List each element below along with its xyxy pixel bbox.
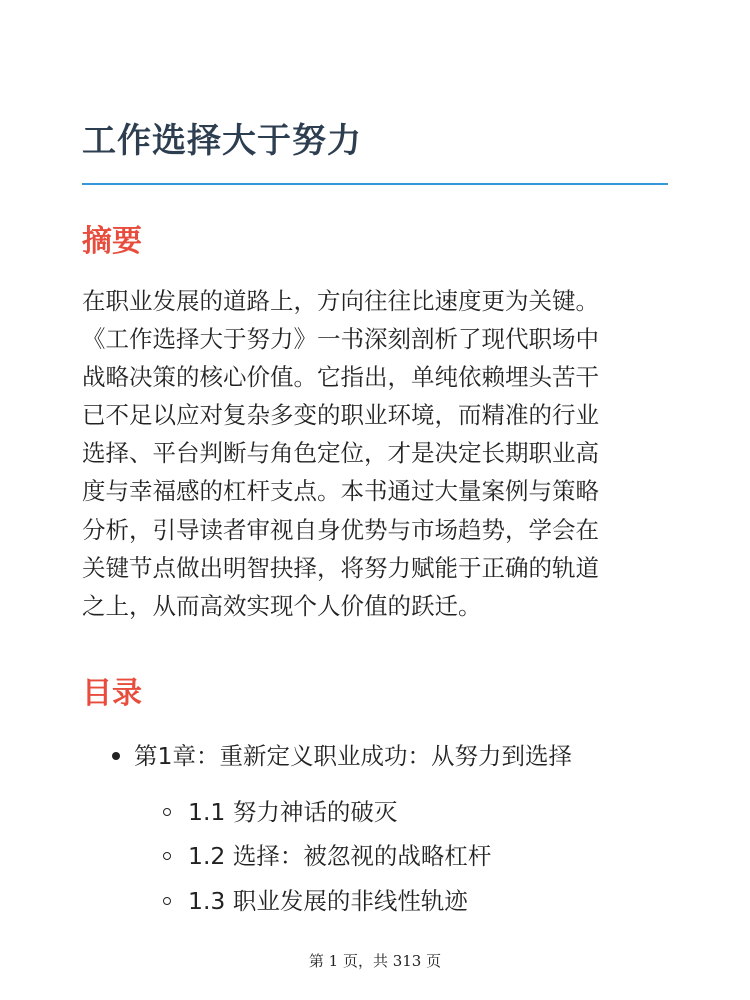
- bullet-circle-icon: [163, 852, 171, 860]
- toc-chapter-1[interactable]: 第1章：重新定义职业成功：从努力到选择: [134, 742, 572, 770]
- bullet-circle-icon: [163, 808, 171, 816]
- toc-heading: 目录: [82, 676, 142, 711]
- summary-line: 在职业发展的道路上，方向往往比速度更为关键。: [82, 287, 599, 315]
- summary-line: 战略决策的核心价值。它指出，单纯依赖埋头苦干: [82, 363, 599, 392]
- bullet-disc-icon: [112, 752, 120, 760]
- summary-line: 关键节点做出明智抉择，将努力赋能于正确的轨道: [82, 553, 599, 582]
- title-divider: [82, 183, 668, 185]
- summary-line: 分析，引导读者审视自身优势与市场趋势，学会在: [82, 515, 599, 544]
- bullet-circle-icon: [163, 897, 171, 905]
- summary-line: 《工作选择大于努力》一书深刻剖析了现代职场中: [82, 325, 599, 354]
- page-title: 工作选择大于努力: [82, 121, 362, 161]
- summary-heading: 摘要: [82, 224, 142, 259]
- summary-line: 已不足以应对复杂多变的职业环境，而精准的行业: [82, 401, 599, 430]
- page-number-footer: 第 1 页，共 313 页: [308, 952, 442, 970]
- toc-section-1-1[interactable]: 1.1 努力神话的破灭: [188, 798, 398, 826]
- summary-line: 度与幸福感的杠杆支点。本书通过大量案例与策略: [82, 477, 599, 506]
- summary-line: 之上，从而高效实现个人价值的跃迁。: [82, 591, 482, 620]
- summary-paragraph: [82, 282, 672, 625]
- summary-line: 选择、平台判断与角色定位，才是决定长期职业高: [82, 439, 599, 468]
- toc-section-1-3[interactable]: 1.3 职业发展的非线性轨迹: [188, 887, 468, 915]
- toc-section-1-2[interactable]: 1.2 选择：被忽视的战略杠杆: [188, 842, 492, 870]
